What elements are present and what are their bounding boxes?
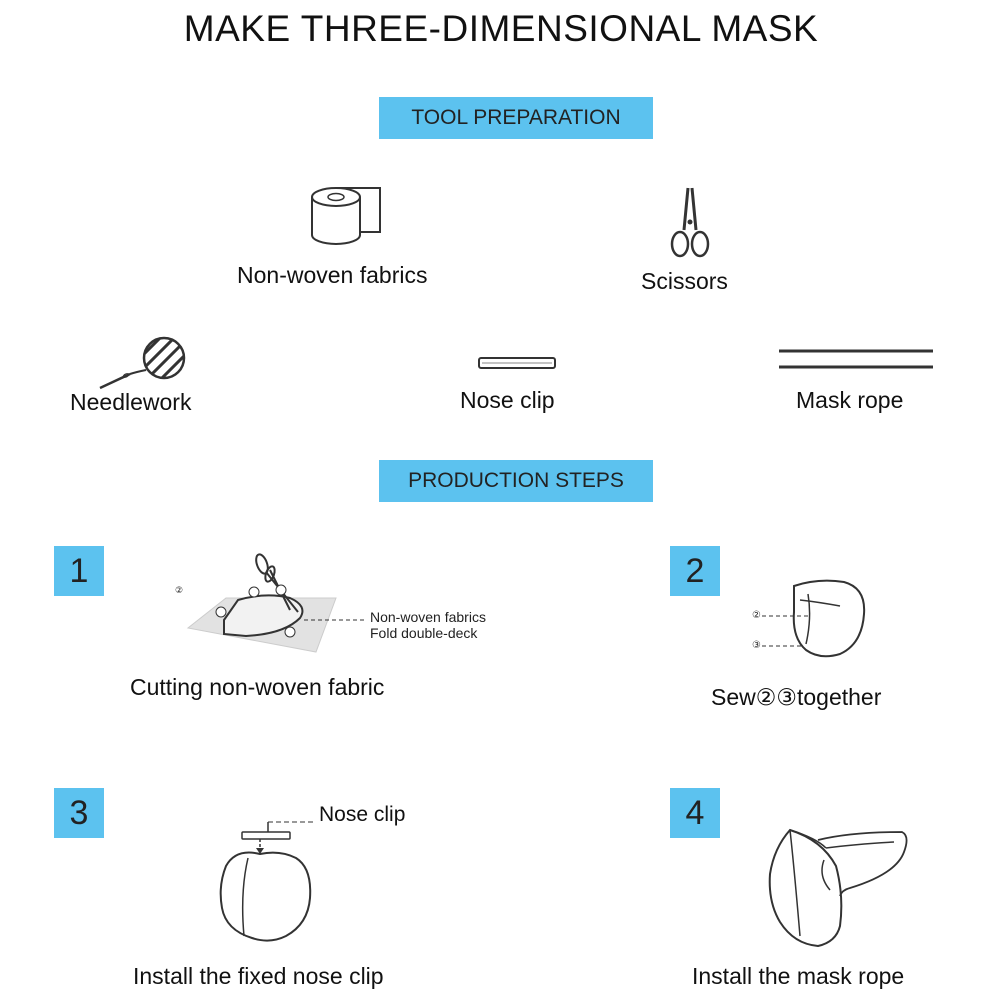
step-4-number-badge: 4 xyxy=(670,788,720,838)
needle-yarn-icon xyxy=(96,336,196,392)
step-4-caption: Install the mask rope xyxy=(692,963,905,989)
mask-rope-icon xyxy=(779,348,935,372)
step-3-nose-clip-callout: Nose clip xyxy=(319,803,406,826)
step-2-sewing-illustration xyxy=(748,578,872,660)
step-3-nose-clip-illustration xyxy=(212,812,332,958)
step-1-note-fold: Fold double-deck xyxy=(370,625,478,641)
step-2-marker-3: ③ xyxy=(752,640,761,651)
tool-label-scissors: Scissors xyxy=(641,268,728,294)
step-2-marker-2: ② xyxy=(752,610,761,621)
tool-preparation-banner: TOOL PREPARATION xyxy=(379,97,653,139)
step-2-caption: Sew②③together xyxy=(711,684,882,710)
scissors-icon xyxy=(660,186,720,264)
step-1-number-badge: 1 xyxy=(54,546,104,596)
step-3-caption: Install the fixed nose clip xyxy=(133,963,384,989)
step-4-mask-rope-illustration xyxy=(760,826,912,952)
step-3-number-badge: 3 xyxy=(54,788,104,838)
tool-label-mask-rope: Mask rope xyxy=(796,387,904,413)
page-title: MAKE THREE-DIMENSIONAL MASK xyxy=(183,8,819,49)
step-1-caption: Cutting non-woven fabric xyxy=(130,674,385,700)
step-1-note-fabrics: Non-woven fabrics xyxy=(370,609,486,625)
tool-label-nose-clip: Nose clip xyxy=(460,387,555,413)
production-steps-banner: PRODUCTION STEPS xyxy=(379,460,653,502)
step-1-marker-2: ② xyxy=(175,585,184,595)
step-2-number-badge: 2 xyxy=(670,546,720,596)
tool-label-non-woven-fabrics: Non-woven fabrics xyxy=(237,262,428,288)
tool-label-needlework: Needlework xyxy=(70,389,192,415)
fabric-roll-icon xyxy=(300,183,400,249)
nose-clip-icon xyxy=(478,357,558,371)
step-1-cutting-illustration xyxy=(186,550,376,660)
